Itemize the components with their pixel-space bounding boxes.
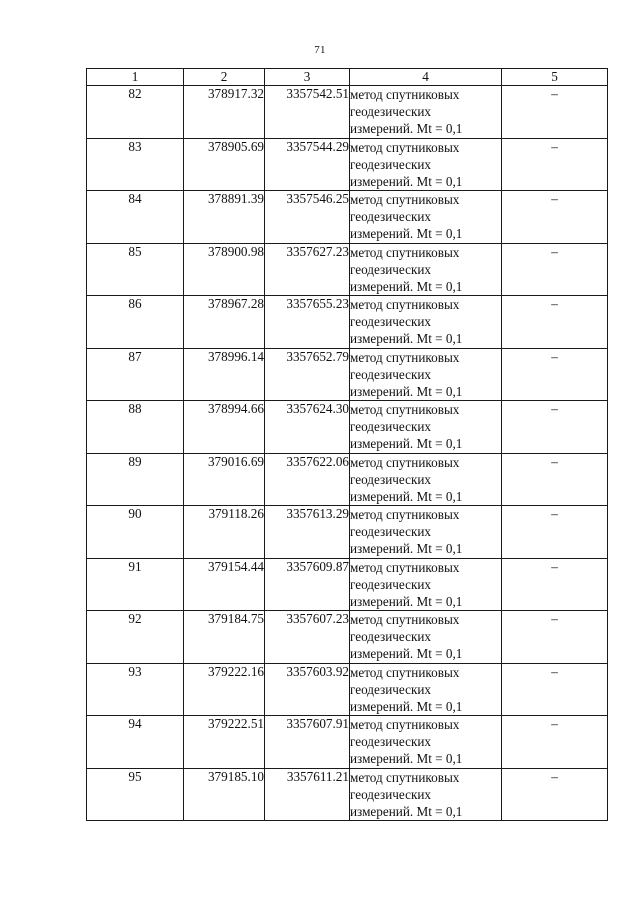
method-line: метод спутниковых — [350, 454, 460, 470]
point-number-cell: 94 — [87, 716, 184, 769]
point-number-cell: 82 — [87, 86, 184, 139]
method-line: метод спутниковых — [350, 769, 460, 785]
method-line: измерений. Mt = 0,1 — [350, 593, 463, 609]
method-line: измерений. Mt = 0,1 — [350, 331, 463, 346]
method-line: метод спутниковых — [350, 612, 460, 627]
method-cell — [350, 611, 502, 664]
accuracy-cell: – — [502, 296, 608, 349]
y-coordinate-cell: 3357607.91 — [265, 716, 350, 769]
accuracy-cell: – — [502, 243, 608, 296]
point-number-cell: 90 — [87, 506, 184, 559]
y-coordinate-cell: 3357609.87 — [265, 558, 350, 611]
method-cell — [350, 296, 502, 349]
accuracy-cell: – — [502, 663, 608, 716]
table-row — [87, 86, 608, 139]
method-cell — [350, 768, 502, 821]
method-cell — [350, 401, 502, 454]
x-coordinate-cell: 379118.26 — [184, 506, 265, 559]
method-line: измерений. Mt = 0,1 — [350, 751, 463, 766]
x-coordinate-cell: 378891.39 — [184, 191, 265, 244]
y-coordinate-cell: 3357652.79 — [265, 348, 350, 401]
x-coordinate-cell: 378900.98 — [184, 243, 265, 296]
method-line: метод спутниковых — [350, 717, 460, 732]
accuracy-cell: – — [502, 401, 608, 454]
accuracy-cell: – — [502, 86, 608, 139]
y-coordinate-cell: 3357655.23 — [265, 296, 350, 349]
accuracy-cell: – — [502, 348, 608, 401]
method-line: геодезических — [350, 419, 432, 434]
x-coordinate-cell: 379222.51 — [184, 716, 265, 769]
method-cell — [350, 453, 502, 506]
y-coordinate-cell: 3357613.29 — [265, 506, 350, 559]
page-number: 71 — [314, 44, 326, 56]
point-number-cell: 87 — [87, 348, 184, 401]
table-row — [87, 348, 608, 401]
y-coordinate-cell: 3357611.21 — [265, 768, 350, 821]
x-coordinate-cell: 379222.16 — [184, 663, 265, 716]
method-line: геодезических — [350, 786, 432, 802]
method-line: измерений. Mt = 0,1 — [350, 803, 463, 819]
method-line: геодезических — [350, 524, 432, 539]
table-body — [87, 86, 608, 821]
method-line: метод спутниковых — [350, 664, 460, 680]
table-row — [87, 296, 608, 349]
method-line: метод спутниковых — [350, 402, 460, 417]
method-line: метод спутниковых — [350, 192, 460, 207]
x-coordinate-cell: 378917.32 — [184, 86, 265, 139]
method-cell — [350, 663, 502, 716]
column-header-point-number: 1 — [87, 69, 184, 86]
table-row — [87, 558, 608, 611]
method-cell — [350, 86, 502, 139]
table-header-row — [87, 69, 608, 86]
point-number-cell: 86 — [87, 296, 184, 349]
point-number-cell: 93 — [87, 663, 184, 716]
x-coordinate-cell: 379184.75 — [184, 611, 265, 664]
accuracy-cell: – — [502, 191, 608, 244]
y-coordinate-cell: 3357627.23 — [265, 243, 350, 296]
method-line: измерений. Mt = 0,1 — [350, 541, 463, 556]
table-row — [87, 138, 608, 191]
method-line: метод спутниковых — [350, 559, 460, 575]
y-coordinate-cell: 3357544.29 — [265, 138, 350, 191]
method-line: измерений. Mt = 0,1 — [350, 226, 463, 241]
point-number-cell: 88 — [87, 401, 184, 454]
coordinates-table — [86, 68, 608, 821]
method-line: метод спутниковых — [350, 507, 460, 522]
x-coordinate-cell: 378905.69 — [184, 138, 265, 191]
method-cell — [350, 191, 502, 244]
method-cell — [350, 348, 502, 401]
method-cell — [350, 138, 502, 191]
method-line: метод спутниковых — [350, 244, 460, 260]
method-line: метод спутниковых — [350, 139, 460, 155]
y-coordinate-cell: 3357607.23 — [265, 611, 350, 664]
table-row — [87, 191, 608, 244]
method-line: геодезических — [350, 576, 432, 592]
accuracy-cell: – — [502, 453, 608, 506]
column-header-y: 3 — [265, 69, 350, 86]
column-header-x: 2 — [184, 69, 265, 86]
accuracy-cell: – — [502, 611, 608, 664]
x-coordinate-cell: 378996.14 — [184, 348, 265, 401]
point-number-cell: 89 — [87, 453, 184, 506]
method-line: геодезических — [350, 104, 432, 119]
accuracy-cell: – — [502, 506, 608, 559]
accuracy-cell: – — [502, 716, 608, 769]
method-line: измерений. Mt = 0,1 — [350, 173, 463, 189]
column-header-accuracy: 5 — [502, 69, 608, 86]
point-number-cell: 91 — [87, 558, 184, 611]
accuracy-cell: – — [502, 138, 608, 191]
column-header-method: 4 — [350, 69, 502, 86]
method-cell — [350, 243, 502, 296]
y-coordinate-cell: 3357603.92 — [265, 663, 350, 716]
point-number-cell: 84 — [87, 191, 184, 244]
table-row — [87, 506, 608, 559]
point-number-cell: 92 — [87, 611, 184, 664]
method-line: геодезических — [350, 209, 432, 224]
method-line: геодезических — [350, 471, 432, 487]
method-line: геодезических — [350, 366, 432, 382]
accuracy-cell: – — [502, 768, 608, 821]
table-row — [87, 243, 608, 296]
method-line: геодезических — [350, 261, 432, 277]
y-coordinate-cell: 3357542.51 — [265, 86, 350, 139]
x-coordinate-cell: 378994.66 — [184, 401, 265, 454]
accuracy-cell: – — [502, 558, 608, 611]
method-line: геодезических — [350, 734, 432, 749]
table-row — [87, 768, 608, 821]
method-line: измерений. Mt = 0,1 — [350, 278, 463, 294]
y-coordinate-cell: 3357624.30 — [265, 401, 350, 454]
x-coordinate-cell: 378967.28 — [184, 296, 265, 349]
method-line: метод спутниковых — [350, 349, 460, 365]
method-line: метод спутниковых — [350, 297, 460, 312]
table-row — [87, 401, 608, 454]
x-coordinate-cell: 379154.44 — [184, 558, 265, 611]
x-coordinate-cell: 379016.69 — [184, 453, 265, 506]
method-line: геодезических — [350, 314, 432, 329]
method-line: геодезических — [350, 629, 432, 644]
method-line: измерений. Mt = 0,1 — [350, 121, 463, 136]
method-cell — [350, 506, 502, 559]
method-line: измерений. Mt = 0,1 — [350, 383, 463, 399]
table-row — [87, 453, 608, 506]
method-cell — [350, 716, 502, 769]
table-row — [87, 716, 608, 769]
table-row — [87, 663, 608, 716]
point-number-cell: 83 — [87, 138, 184, 191]
method-cell — [350, 558, 502, 611]
point-number-cell: 85 — [87, 243, 184, 296]
point-number-cell: 95 — [87, 768, 184, 821]
y-coordinate-cell: 3357622.06 — [265, 453, 350, 506]
table-row — [87, 611, 608, 664]
method-line: метод спутниковых — [350, 87, 460, 102]
method-line: геодезических — [350, 681, 432, 697]
method-line: геодезических — [350, 156, 432, 172]
y-coordinate-cell: 3357546.25 — [265, 191, 350, 244]
method-line: измерений. Mt = 0,1 — [350, 646, 463, 661]
x-coordinate-cell: 379185.10 — [184, 768, 265, 821]
method-line: измерений. Mt = 0,1 — [350, 488, 463, 504]
method-line: измерений. Mt = 0,1 — [350, 698, 463, 714]
method-line: измерений. Mt = 0,1 — [350, 436, 463, 451]
